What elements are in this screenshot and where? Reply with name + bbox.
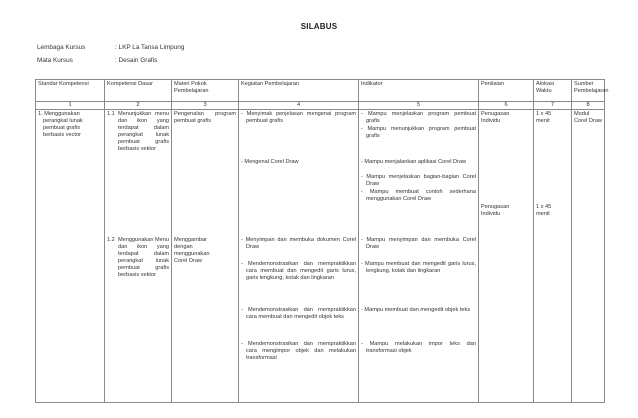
meta-key: Mata Kursus <box>37 57 73 64</box>
header-cell-sumber: Sumber Pembelajaran <box>572 80 605 102</box>
header-cell-indikator: Indikator <box>359 80 479 102</box>
indikator-item: - Mampu menjelaskan program pembuat grafis <box>361 111 476 124</box>
column-number: 1 <box>36 102 105 110</box>
column-number-row <box>36 102 605 110</box>
kegiatan-item: - Mendemonstrasikan dan mempraktikkan cara mengimpor objek dan melakukan transformasi <box>241 341 356 361</box>
header-row <box>36 80 605 102</box>
column-number: 6 <box>479 102 534 110</box>
indikator-item: - Mampu melakukan impor teks dan transformasi objek <box>361 341 476 354</box>
materi-item: Pengenalan program pembuat grafis <box>174 111 236 124</box>
indikator-item: - Mampu membuat contoh sederhana menggunakan Corel Draw <box>361 189 476 202</box>
penilaian-item: Penugasan Individu <box>481 111 510 124</box>
materi-pokok-cell <box>172 110 239 403</box>
meta-value: : LKP La Tansa Limpung <box>115 44 185 51</box>
document-title: SILABUS <box>300 22 338 31</box>
kegiatan-item: - Menyimpan dan membuka dokumen Corel Draw <box>241 237 356 250</box>
indikator-item: - Mampu membuat dan mengedit garis lurus, lengkung, kotak dan lingkaran <box>361 261 476 274</box>
syllabus-table <box>35 79 609 403</box>
kegiatan-item: - Mendemonstrasikan dan mempraktikkan cara membuat dan mengedit objek teks <box>241 307 356 320</box>
penilaian-item: Penugasan Individu <box>481 204 510 217</box>
indikator-item: - Mampu menunjukkan program pembuat grafis <box>361 126 476 139</box>
table-row <box>36 110 605 403</box>
header-cell-materi: Materi Pokok Pembelajaran <box>172 80 239 102</box>
column-number: 5 <box>359 102 479 110</box>
kd-text: Menggunakan Menu dan ikon yang terdapat dalam perangkat lunak pembuat grafis berbasis vektor <box>118 237 170 278</box>
alokasi-item: 1 x 45 menit <box>536 111 552 124</box>
kd-item <box>107 111 169 153</box>
standar-kompetensi-cell <box>36 110 105 403</box>
meta-key: Lembaga Kursus <box>37 44 86 51</box>
indikator-item: - Mampu menyimpan dan membuka Corel Draw <box>361 237 476 250</box>
indikator-item: - Mampu menjalankan aplikasi Corel Draw <box>361 159 467 165</box>
column-number: 3 <box>172 102 239 110</box>
sumber-cell <box>572 110 605 403</box>
alokasi-cell <box>534 110 572 403</box>
indikator-item: - Mampu membuat dan mengedit objek teks <box>361 307 471 313</box>
penilaian-cell <box>479 110 534 403</box>
meta-value: : Desain Grafis <box>115 57 158 64</box>
alokasi-item: 1 x 45 menit <box>536 204 552 217</box>
kompetensi-dasar-cell <box>105 110 172 403</box>
header-cell-standar: Standar Kompetensi <box>36 80 105 102</box>
standar-text: 1. Menggunakan perangkat lunak pembuat grafis berbasis vector <box>38 111 83 138</box>
kd-text: Menunjukkan menu dan ikon yang terdapat dalam perangkat lunak pembuat grafis berbasis vektor <box>118 111 169 152</box>
materi-item: Menggambar dengan menggunakan Corel Draw <box>174 237 210 264</box>
header-cell-penilaian: Penilaian <box>479 80 534 102</box>
column-number: 4 <box>239 102 359 110</box>
kegiatan-item: - Mengenal Corel Draw <box>241 159 299 165</box>
header-cell-kompetensi: Kompetensi Dasar <box>105 80 172 102</box>
column-number: 7 <box>534 102 572 110</box>
kd-number: 1.1 <box>107 111 115 117</box>
header-cell-kegiatan: Kegiatan Pembelajaran <box>239 80 359 102</box>
kegiatan-item: - Mendemonstrasikan dan mempraktikkan cara membuat dan mengedit garis lurus, garis lengkung, kotak dan lingkaran <box>241 261 356 281</box>
indikator-item: - Mampu menjelaskan bagian-bagian Corel Draw <box>361 174 476 187</box>
kd-number: 1.2 <box>107 237 115 243</box>
indikator-cell <box>359 110 479 403</box>
column-number: 2 <box>105 102 172 110</box>
kd-item <box>107 237 169 279</box>
kegiatan-item: - Menyimak penjelasan mengenai program pembuat grafis <box>241 111 356 124</box>
column-number: 8 <box>572 102 605 110</box>
kegiatan-cell <box>239 110 359 403</box>
sumber-text: Modul Corel Draw <box>574 111 602 124</box>
header-cell-alokasi: Alokasi Waktu <box>534 80 572 102</box>
